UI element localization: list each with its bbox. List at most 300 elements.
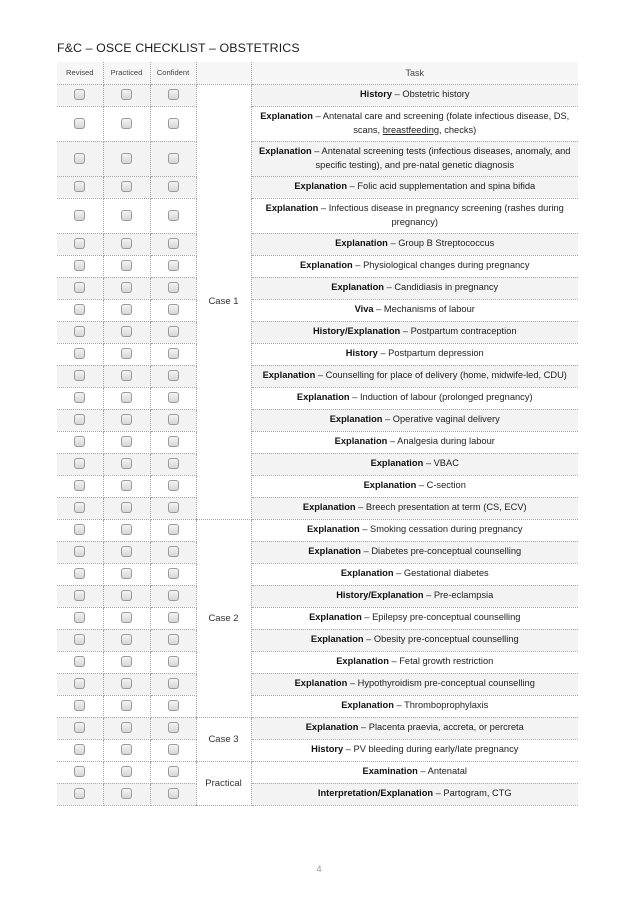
practiced-checkbox[interactable] <box>121 458 132 469</box>
confident-checkbox[interactable] <box>168 700 179 711</box>
practiced-cell <box>103 453 150 475</box>
task-type: History <box>359 89 392 100</box>
task-cell <box>251 761 578 783</box>
confident-cell <box>150 321 196 343</box>
confident-checkbox[interactable] <box>168 744 179 755</box>
task-cell <box>251 409 578 431</box>
confident-checkbox[interactable] <box>168 612 179 623</box>
confident-checkbox[interactable] <box>168 788 179 799</box>
task-cell <box>251 585 578 607</box>
revised-cell <box>57 365 103 387</box>
task-type: Explanation <box>309 612 362 623</box>
task-cell <box>251 321 578 343</box>
revised-checkbox[interactable] <box>74 282 85 293</box>
task-separator: – <box>312 111 323 122</box>
confident-cell <box>150 563 196 585</box>
revised-checkbox[interactable] <box>74 700 85 711</box>
practiced-cell <box>103 387 150 409</box>
practiced-cell <box>103 497 150 519</box>
task-separator: – <box>315 370 326 381</box>
task-separator: – <box>382 414 393 425</box>
revised-cell <box>57 563 103 585</box>
confident-cell <box>150 717 196 739</box>
task-description: Diabetes pre-conceptual counselling <box>371 546 522 557</box>
case-label: Case 3 <box>196 717 251 761</box>
task-description: VBAC <box>433 458 459 469</box>
task-description: Fetal growth restriction <box>399 656 494 667</box>
practiced-checkbox[interactable] <box>121 89 132 100</box>
revised-checkbox[interactable] <box>74 153 85 164</box>
practiced-checkbox[interactable] <box>121 282 132 293</box>
confident-cell <box>150 431 196 453</box>
table-row <box>57 431 578 453</box>
practiced-header: Practiced <box>103 62 150 84</box>
task-description: Mechanisms of labour <box>383 304 475 315</box>
task-cell <box>251 198 578 233</box>
page-number: 4 <box>316 864 322 875</box>
practiced-checkbox[interactable] <box>121 210 132 221</box>
confident-checkbox[interactable] <box>168 210 179 221</box>
revised-checkbox[interactable] <box>74 722 85 733</box>
confident-checkbox[interactable] <box>168 304 179 315</box>
task-type: Explanation <box>305 722 359 733</box>
table-row <box>57 563 578 585</box>
task-separator: – <box>417 766 428 777</box>
confident-checkbox[interactable] <box>168 568 179 579</box>
practiced-cell <box>103 717 150 739</box>
table-row <box>57 409 578 431</box>
confident-cell <box>150 519 196 541</box>
revised-cell <box>57 651 103 673</box>
confident-checkbox[interactable] <box>168 282 179 293</box>
practiced-cell <box>103 563 150 585</box>
table-row <box>57 607 578 629</box>
task-type: Explanation <box>329 414 383 425</box>
task-type: Explanation <box>294 678 348 689</box>
revised-checkbox[interactable] <box>74 348 85 359</box>
task-cell <box>251 607 578 629</box>
task-description: C-section <box>426 480 466 491</box>
practiced-cell <box>103 651 150 673</box>
table-row <box>57 299 578 321</box>
task-type: Explanation <box>265 203 319 214</box>
task-description: Counselling for place of delivery (home, midwife-led, CDU) <box>325 370 567 381</box>
revised-checkbox[interactable] <box>74 89 85 100</box>
confident-checkbox[interactable] <box>168 590 179 601</box>
task-cell <box>251 629 578 651</box>
task-cell <box>251 519 578 541</box>
confident-cell <box>150 277 196 299</box>
revised-checkbox[interactable] <box>74 634 85 645</box>
practiced-checkbox[interactable] <box>121 348 132 359</box>
task-cell <box>251 497 578 519</box>
confident-checkbox[interactable] <box>168 722 179 733</box>
revised-checkbox[interactable] <box>74 414 85 425</box>
task-cell <box>251 176 578 198</box>
table-row <box>57 233 578 255</box>
revised-checkbox[interactable] <box>74 590 85 601</box>
confident-checkbox[interactable] <box>168 370 179 381</box>
revised-checkbox[interactable] <box>74 436 85 447</box>
revised-checkbox[interactable] <box>74 260 85 271</box>
practiced-checkbox[interactable] <box>121 304 132 315</box>
confident-checkbox[interactable] <box>168 260 179 271</box>
confident-cell <box>150 475 196 497</box>
task-description: Placenta praevia, accreta, or percreta <box>368 722 524 733</box>
task-separator: – <box>373 304 384 315</box>
task-separator: – <box>393 700 405 711</box>
revised-checkbox[interactable] <box>74 678 85 689</box>
task-description: Operative vaginal delivery <box>392 414 500 425</box>
confident-cell <box>150 453 196 475</box>
task-description: Pre-eclampsia <box>433 590 494 601</box>
task-type: Explanation <box>331 282 384 293</box>
confident-checkbox[interactable] <box>168 238 179 249</box>
task-description: Postpartum depression <box>388 348 484 359</box>
practiced-checkbox[interactable] <box>121 678 132 689</box>
task-type: History/Explanation <box>336 590 424 601</box>
practiced-cell <box>103 761 150 783</box>
revised-cell <box>57 299 103 321</box>
task-description-end: , checks) <box>439 124 477 135</box>
revised-cell <box>57 519 103 541</box>
practiced-cell <box>103 475 150 497</box>
revised-cell <box>57 739 103 761</box>
task-description: Epilepsy pre-conceptual counselling <box>372 612 521 623</box>
confident-cell <box>150 761 196 783</box>
revised-cell <box>57 343 103 365</box>
case-label: Case 2 <box>196 519 251 717</box>
revised-cell <box>57 198 103 233</box>
practiced-checkbox[interactable] <box>121 480 132 491</box>
practiced-cell <box>103 141 150 176</box>
table-row <box>57 387 578 409</box>
revised-checkbox[interactable] <box>74 210 85 221</box>
revised-cell <box>57 141 103 176</box>
task-type: Explanation <box>296 392 350 403</box>
task-separator: – <box>347 678 358 689</box>
confident-checkbox[interactable] <box>168 766 179 777</box>
table-row <box>57 277 578 299</box>
task-type: Explanation <box>300 260 353 271</box>
practiced-checkbox[interactable] <box>121 722 132 733</box>
revised-cell <box>57 717 103 739</box>
task-description: Infectious disease in pregnancy screening (rashes during pregnancy) <box>328 203 564 227</box>
revised-checkbox[interactable] <box>74 744 85 755</box>
task-separator: – <box>359 524 371 535</box>
practiced-checkbox[interactable] <box>121 392 132 403</box>
task-cell <box>251 343 578 365</box>
revised-cell <box>57 585 103 607</box>
table-row <box>57 717 578 739</box>
revised-cell <box>57 475 103 497</box>
practiced-checkbox[interactable] <box>121 744 132 755</box>
task-description: Candidiasis in pregnancy <box>394 282 499 293</box>
task-description: Group B Streptococcus <box>398 238 495 249</box>
task-separator: – <box>355 502 366 513</box>
task-type: History/Explanation <box>312 326 401 337</box>
confident-checkbox[interactable] <box>168 414 179 425</box>
confident-checkbox[interactable] <box>168 348 179 359</box>
revised-cell <box>57 453 103 475</box>
practiced-checkbox[interactable] <box>121 546 132 557</box>
revised-cell <box>57 673 103 695</box>
table-row <box>57 176 578 198</box>
confident-checkbox[interactable] <box>168 678 179 689</box>
task-cell <box>251 365 578 387</box>
task-cell <box>251 783 578 805</box>
table-row <box>57 321 578 343</box>
table-row <box>57 629 578 651</box>
case-label: Case 1 <box>196 84 251 519</box>
practiced-checkbox[interactable] <box>121 656 132 667</box>
checklist-table <box>57 62 578 806</box>
confident-checkbox[interactable] <box>168 524 179 535</box>
confident-header: Confident <box>150 62 196 84</box>
table-row <box>57 141 578 176</box>
task-header: Task <box>251 62 578 84</box>
practiced-cell <box>103 176 150 198</box>
task-separator: – <box>343 744 354 755</box>
practiced-cell <box>103 84 150 106</box>
task-type: Explanation <box>336 656 389 667</box>
revised-checkbox[interactable] <box>74 181 85 192</box>
task-type: Explanation <box>259 146 312 157</box>
practiced-checkbox[interactable] <box>121 436 132 447</box>
revised-cell <box>57 387 103 409</box>
task-separator: – <box>347 181 358 192</box>
practiced-checkbox[interactable] <box>121 634 132 645</box>
task-cell <box>251 255 578 277</box>
task-separator: – <box>360 546 372 557</box>
practiced-checkbox[interactable] <box>121 238 132 249</box>
task-type: Examination <box>362 766 418 777</box>
task-description: PV bleeding during early/late pregnancy <box>353 744 519 755</box>
practiced-cell <box>103 365 150 387</box>
table-row <box>57 761 578 783</box>
confident-cell <box>150 651 196 673</box>
revised-checkbox[interactable] <box>74 304 85 315</box>
task-separator: – <box>388 656 400 667</box>
confident-cell <box>150 176 196 198</box>
practiced-cell <box>103 673 150 695</box>
revised-cell <box>57 629 103 651</box>
confident-cell <box>150 233 196 255</box>
task-description: Antenatal <box>427 766 467 777</box>
table-row <box>57 106 578 141</box>
table-row <box>57 695 578 717</box>
task-underlined-text: breastfeeding <box>382 124 440 135</box>
practiced-checkbox[interactable] <box>121 370 132 381</box>
practiced-checkbox[interactable] <box>121 181 132 192</box>
confident-checkbox[interactable] <box>168 480 179 491</box>
task-type: Explanation <box>294 181 348 192</box>
revised-cell <box>57 176 103 198</box>
revised-checkbox[interactable] <box>74 656 85 667</box>
task-type: Explanation <box>306 524 360 535</box>
task-description: Antenatal care and screening (folate infectious disease, DS, scans, <box>322 111 570 135</box>
task-type: Explanation <box>310 634 364 645</box>
task-type: Explanation <box>260 111 313 122</box>
revised-checkbox[interactable] <box>74 524 85 535</box>
practiced-cell <box>103 409 150 431</box>
revised-checkbox[interactable] <box>74 546 85 557</box>
task-description: Antenatal screening tests (infectious diseases, anomaly, and specific testing), and pre-natal genetic diagnosis <box>315 146 571 170</box>
task-cell <box>251 84 578 106</box>
confident-checkbox[interactable] <box>168 118 179 129</box>
page-title: F&C – OSCE CHECKLIST – OBSTETRICS <box>57 41 300 55</box>
revised-checkbox[interactable] <box>74 568 85 579</box>
practiced-cell <box>103 321 150 343</box>
practiced-cell <box>103 739 150 761</box>
revised-checkbox[interactable] <box>74 370 85 381</box>
task-separator: – <box>392 89 403 100</box>
confident-checkbox[interactable] <box>168 656 179 667</box>
table-row <box>57 365 578 387</box>
revised-cell <box>57 541 103 563</box>
task-separator: – <box>416 480 427 491</box>
confident-checkbox[interactable] <box>168 502 179 513</box>
confident-checkbox[interactable] <box>168 436 179 447</box>
practiced-cell <box>103 783 150 805</box>
confident-checkbox[interactable] <box>168 326 179 337</box>
practiced-checkbox[interactable] <box>121 414 132 425</box>
task-separator: – <box>358 722 369 733</box>
task-type: Interpretation/Explanation <box>317 788 434 799</box>
confident-checkbox[interactable] <box>168 181 179 192</box>
practiced-checkbox[interactable] <box>121 326 132 337</box>
task-description: Obstetric history <box>402 89 470 100</box>
revised-cell <box>57 409 103 431</box>
task-cell <box>251 673 578 695</box>
confident-cell <box>150 299 196 321</box>
practiced-cell <box>103 255 150 277</box>
table-row <box>57 739 578 761</box>
revised-cell <box>57 783 103 805</box>
revised-checkbox[interactable] <box>74 480 85 491</box>
practiced-checkbox[interactable] <box>121 153 132 164</box>
confident-cell <box>150 783 196 805</box>
task-cell <box>251 651 578 673</box>
confident-checkbox[interactable] <box>168 89 179 100</box>
confident-checkbox[interactable] <box>168 458 179 469</box>
revised-cell <box>57 106 103 141</box>
task-separator: – <box>393 568 404 579</box>
table-row <box>57 84 578 106</box>
task-type: Explanation <box>262 370 316 381</box>
task-type: History <box>311 744 344 755</box>
revised-checkbox[interactable] <box>74 118 85 129</box>
practiced-cell <box>103 541 150 563</box>
task-description: Smoking cessation during pregnancy <box>370 524 523 535</box>
confident-checkbox[interactable] <box>168 634 179 645</box>
practiced-checkbox[interactable] <box>121 118 132 129</box>
task-separator: – <box>352 260 364 271</box>
task-description: Partogram, CTG <box>443 788 512 799</box>
table-row <box>57 585 578 607</box>
task-separator: – <box>318 203 329 214</box>
task-separator: – <box>423 590 434 601</box>
table-row <box>57 475 578 497</box>
revised-cell <box>57 277 103 299</box>
case-label: Practical <box>196 761 251 805</box>
practiced-checkbox[interactable] <box>121 524 132 535</box>
revised-checkbox[interactable] <box>74 326 85 337</box>
task-separator: – <box>387 238 399 249</box>
practiced-checkbox[interactable] <box>121 590 132 601</box>
task-description: Breech presentation at term (CS, ECV) <box>365 502 527 513</box>
confident-cell <box>150 84 196 106</box>
case-header <box>196 62 251 84</box>
practiced-checkbox[interactable] <box>121 502 132 513</box>
practiced-checkbox[interactable] <box>121 766 132 777</box>
confident-cell <box>150 607 196 629</box>
revised-checkbox[interactable] <box>74 458 85 469</box>
revised-cell <box>57 84 103 106</box>
table-row <box>57 783 578 805</box>
practiced-checkbox[interactable] <box>121 260 132 271</box>
revised-checkbox[interactable] <box>74 766 85 777</box>
confident-checkbox[interactable] <box>168 153 179 164</box>
practiced-cell <box>103 299 150 321</box>
confident-checkbox[interactable] <box>168 546 179 557</box>
revised-cell <box>57 255 103 277</box>
confident-checkbox[interactable] <box>168 392 179 403</box>
revised-checkbox[interactable] <box>74 612 85 623</box>
confident-cell <box>150 387 196 409</box>
confident-cell <box>150 409 196 431</box>
revised-cell <box>57 497 103 519</box>
task-type: Explanation <box>341 700 394 711</box>
practiced-cell <box>103 431 150 453</box>
practiced-cell <box>103 343 150 365</box>
revised-checkbox[interactable] <box>74 502 85 513</box>
task-cell <box>251 233 578 255</box>
revised-cell <box>57 761 103 783</box>
task-cell <box>251 563 578 585</box>
task-cell <box>251 106 578 141</box>
practiced-checkbox[interactable] <box>121 568 132 579</box>
task-cell <box>251 739 578 761</box>
task-description: Thromboprophylaxis <box>404 700 489 711</box>
task-separator: – <box>423 458 434 469</box>
revised-cell <box>57 695 103 717</box>
task-type: Explanation <box>302 502 356 513</box>
task-separator: – <box>383 282 395 293</box>
revised-checkbox[interactable] <box>74 392 85 403</box>
confident-cell <box>150 629 196 651</box>
practiced-checkbox[interactable] <box>121 788 132 799</box>
task-separator: – <box>433 788 444 799</box>
task-description: Folic acid supplementation and spina bifida <box>357 181 536 192</box>
confident-cell <box>150 255 196 277</box>
practiced-checkbox[interactable] <box>121 700 132 711</box>
revised-checkbox[interactable] <box>74 238 85 249</box>
practiced-checkbox[interactable] <box>121 612 132 623</box>
practiced-cell <box>103 233 150 255</box>
revised-checkbox[interactable] <box>74 788 85 799</box>
task-description: Gestational diabetes <box>403 568 489 579</box>
task-description: Induction of labour (prolonged pregnancy) <box>359 392 533 403</box>
task-type: Explanation <box>363 480 417 491</box>
task-cell <box>251 277 578 299</box>
task-cell <box>251 453 578 475</box>
table-row <box>57 651 578 673</box>
task-cell <box>251 695 578 717</box>
task-separator: – <box>387 436 398 447</box>
practiced-cell <box>103 519 150 541</box>
confident-cell <box>150 497 196 519</box>
